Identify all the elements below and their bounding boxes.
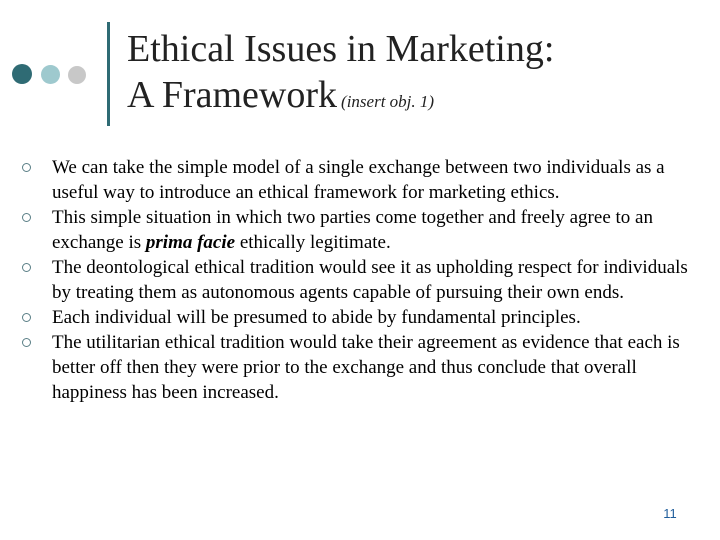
bullet-item-5 — [22, 330, 702, 405]
page-number: 11 — [663, 506, 677, 521]
bullet-text-4: Each individual will be presumed to abide by fundamental principles. — [52, 307, 581, 328]
hollow-circle-bullet-icon — [22, 313, 31, 322]
bullet-list — [22, 155, 702, 405]
title-line-1: Ethical Issues in Marketing: — [127, 28, 555, 70]
bullet-item-3 — [22, 255, 702, 305]
gray-dot-icon — [68, 66, 86, 84]
bullet-text-2-pre: This simple situation in which two parties come together and freely agree to an exchange is — [52, 207, 653, 253]
bullet-item-2 — [22, 205, 702, 255]
bullet-text-5: The utilitarian ethical tradition would take their agreement as evidence that each is better off then they were prior to the exchange and thus conclude that overall happiness has been increased. — [52, 332, 680, 403]
bullet-text-2-post: ethically legitimate. — [235, 232, 391, 253]
bullet-text-2-emphasis: prima facie — [145, 232, 236, 253]
bullet-text-3: The deontological ethical tradition would see it as upholding respect for individuals by treating them as autonomous agents capable of pursuing their own ends. — [52, 257, 688, 303]
light-teal-dot-icon — [41, 65, 60, 84]
title-line-2 — [127, 72, 707, 125]
bullet-item-1 — [22, 155, 702, 205]
bullet-text-1: We can take the simple model of a single exchange between two individuals as a useful way to introduce an ethical framework for marketing ethics. — [52, 157, 665, 203]
title-line-2-text: A Framework — [127, 74, 338, 116]
slide-title — [127, 26, 707, 125]
bullet-item-4 — [22, 305, 702, 330]
hollow-circle-bullet-icon — [22, 263, 31, 272]
decorative-dots — [0, 0, 100, 100]
hollow-circle-bullet-icon — [22, 338, 31, 347]
title-note: (insert obj. 1) — [341, 92, 435, 111]
title-divider — [107, 22, 110, 126]
hollow-circle-bullet-icon — [22, 213, 31, 222]
dark-teal-dot-icon — [12, 64, 32, 84]
hollow-circle-bullet-icon — [22, 163, 31, 172]
